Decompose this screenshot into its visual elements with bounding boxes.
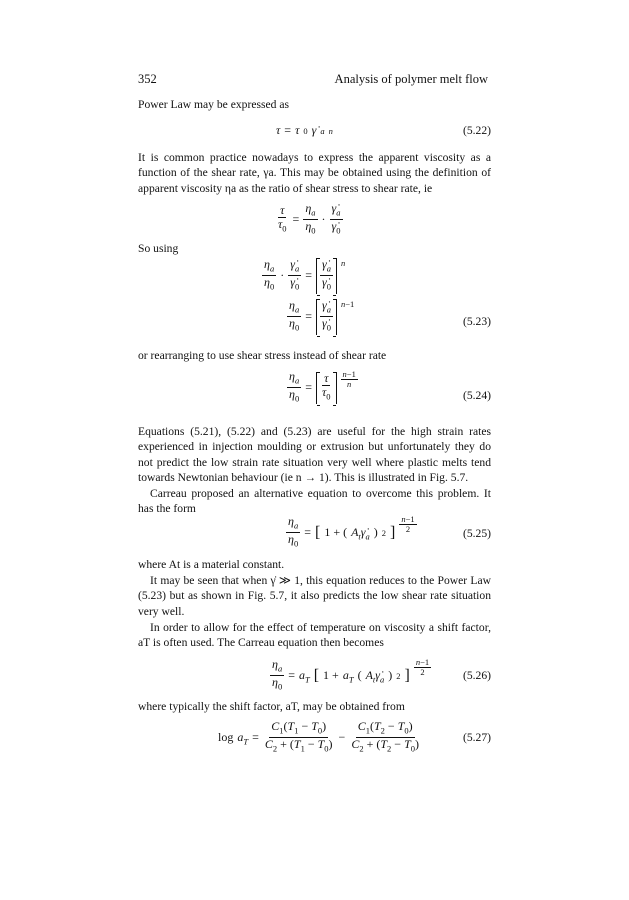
paragraph: Power Law may be expressed as <box>138 98 289 111</box>
paragraph: It is common practice nowadays to express the apparent viscosity as a function of the shear rate, γa. This may be obtained using the definition of apparent viscosity ηa as the ratio of shear stress to shear rate, ie <box>138 151 491 195</box>
equation-number: (5.27) <box>462 731 491 744</box>
paragraph: Carreau proposed an alternative equation to overcome this problem. It has the form <box>138 487 491 516</box>
paragraph: where typically the shift factor, aT, may be obtained from <box>138 700 405 713</box>
paragraph: It may be seen that when γ̇ ≫ 1, this equation reduces to the Power Law (5.23) but as shown in Fig. 5.7, it also predicts the low shear rate situation very well. <box>138 574 491 618</box>
paragraph: where At is a material constant. <box>138 558 285 571</box>
page-number: 352 <box>138 72 157 86</box>
paragraph: So using <box>138 242 179 255</box>
equation-number: (5.23) <box>462 315 491 328</box>
equation-number: (5.25) <box>462 527 491 540</box>
paragraph: or rearranging to use shear stress instead of shear rate <box>138 349 387 362</box>
equation-so-using: $\frac{\eta_a}{\eta_0}$ · $\frac{\gammȧ_a}{\gammȧ_0}$ = $\frac{\gammȧ_a}{\gammȧ_0}$ $^n$ <box>264 257 346 292</box>
equation-number: (5.26) <box>462 669 491 682</box>
paragraph: In order to allow for the effect of temperature on viscosity a shift factor, aT is often used. The Carreau equation then becomes <box>138 621 491 650</box>
equation-5-24: $\frac{\eta_a}{\eta_0}$ = $\frac{\tau}{\tau_0}$ $\frac{n-1}{n}$ <box>289 369 356 404</box>
equation-number: (5.24) <box>462 389 491 402</box>
running-title: Analysis of polymer melt flow <box>334 72 488 86</box>
equation-number: (5.22) <box>462 124 491 137</box>
equation-ratio: $\frac{\tau}{\tau_0}$ = $\frac{\eta_a}{\eta_0}$ · $\frac{\gammȧ_a}{\gammȧ_0}$ <box>278 201 341 236</box>
equation-5-23: $\frac{\eta_a}{\eta_0}$ = $\frac{\gammȧ_a}{\gammȧ_0}$ $^{n -1}$ <box>289 298 355 333</box>
equation-5-25: $\frac{\eta_a}{\eta_0}$ = [ 1 + ( $A_t\gammȧ_a$ ) 2 ] $\frac{n-1}{2}$ <box>288 514 415 549</box>
equation-5-26: $\frac{\eta_a}{\eta_0}$ = $a_T$ [ 1 + $a_T$ ( $A_t\gammȧ_a$ ) 2 ] $\frac{n-1}{2}$ <box>272 657 430 692</box>
paragraph: Equations (5.21), (5.22) and (5.23) are useful for the high strain rates experienced in injection moulding or extrusion but unfortunately they do not predict the low strain rate situation very well where plastic melts tend towards Newtonian behaviour (ie n → 1). This is illustrated in Fig. 5.7. <box>138 425 491 485</box>
equation-5-27: log $a_T$ = $\frac{C_1(T_1 - T_0)}{C_2 + (T_1 - T_0)}$ − $\frac{C_1(T_2 - T_0)}{C_2 + (T_2 - T_0)}$ <box>218 719 420 754</box>
equation-5-22: τ = τ 0 γ̇ a n <box>276 123 333 137</box>
